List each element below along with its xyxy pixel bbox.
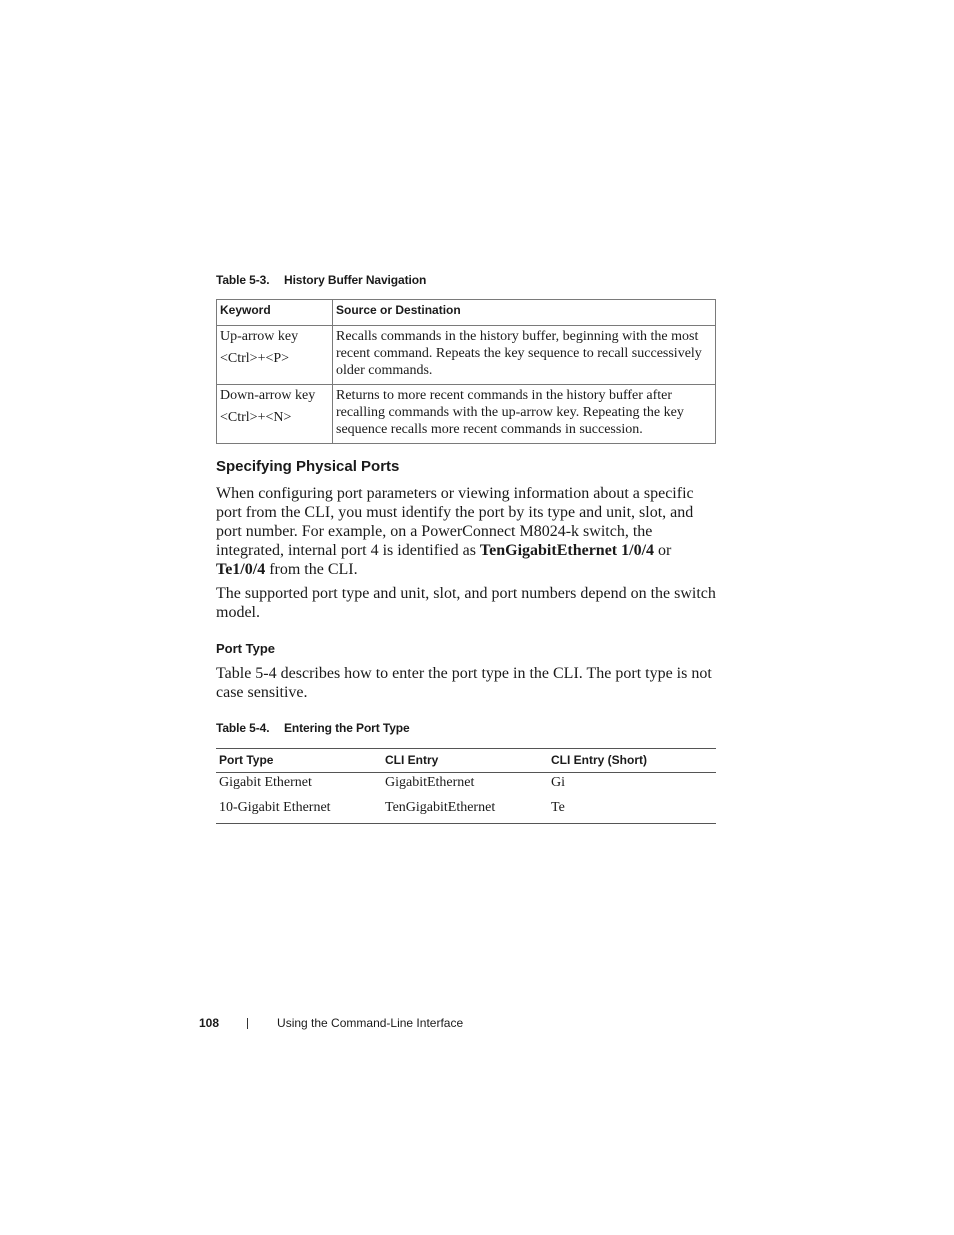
body-paragraph [216,484,716,579]
keyword-cell [217,326,333,385]
table-cell: TenGigabitEthernet [385,800,496,815]
table-5-4-caption [216,721,410,735]
keyword-cell [217,385,333,444]
body-paragraph: The supported port type and unit, slot, and port numbers depend on the switch model. [216,585,716,621]
keyword: Up-arrow key [220,329,299,344]
keyword-shortcut: <Ctrl>+<N> [220,410,292,425]
column-header-port-type: Port Type [216,749,382,773]
table-header-row [217,300,716,326]
paragraph-text: from the CLI. [265,561,358,578]
port-type-table [216,748,716,824]
page-footer [199,1016,463,1030]
table-5-3-caption [216,273,426,287]
chapter-title: Using the Command-Line Interface [277,1016,464,1030]
table-5-3-number: Table 5-3. [216,273,270,287]
column-header-keyword: Keyword [217,300,333,326]
body-paragraph: Table 5-4 describes how to enter the port type in the CLI. The port type is not case sensitive. [216,665,712,701]
section-heading: Specifying Physical Ports [216,458,400,475]
table-row [216,798,716,824]
keyword-shortcut: <Ctrl>+<P> [220,351,290,366]
table-row [216,773,716,799]
table-5-3-title: History Buffer Navigation [284,273,427,287]
keyword: Down-arrow key [220,388,316,403]
table-cell: 10-Gigabit Ethernet [219,800,331,815]
table-5-4-number: Table 5-4. [216,721,270,735]
table-header-row [216,749,716,773]
table-cell: Te [551,800,565,815]
table-row [217,326,716,385]
table-5-4-title: Entering the Port Type [284,721,410,735]
table-cell: GigabitEthernet [385,775,475,790]
footer-divider [247,1018,248,1029]
port-name-bold: TenGigabitEthernet 1/0/4 [479,542,655,559]
column-header-cli-entry-short: CLI Entry (Short) [548,749,716,773]
paragraph-text: When configuring port parameters or viewing information about a specific port from the CLI, you must identify the port by its type and unit, slot, and port number. For example, on a PowerConnect M8024-k switch, the integrated, internal port 4 is identified as [216,485,694,559]
table-cell: Gi [551,775,565,790]
column-header-source: Source or Destination [333,300,716,326]
column-header-cli-entry: CLI Entry [382,749,548,773]
description-cell: Recalls commands in the history buffer, beginning with the most recent command. Repeats the key sequence to recall successively older commands. [333,326,716,385]
history-buffer-table [216,299,716,444]
paragraph-text: or [654,542,672,559]
port-short-name-bold: Te1/0/4 [216,561,266,578]
page-number: 108 [199,1016,220,1030]
table-cell: Gigabit Ethernet [219,775,312,790]
description-cell: Returns to more recent commands in the history buffer after recalling commands with the up-arrow key. Repeating the key sequence recalls more recent commands in succession. [333,385,716,444]
subsection-heading: Port Type [216,641,275,656]
table-row [217,385,716,444]
